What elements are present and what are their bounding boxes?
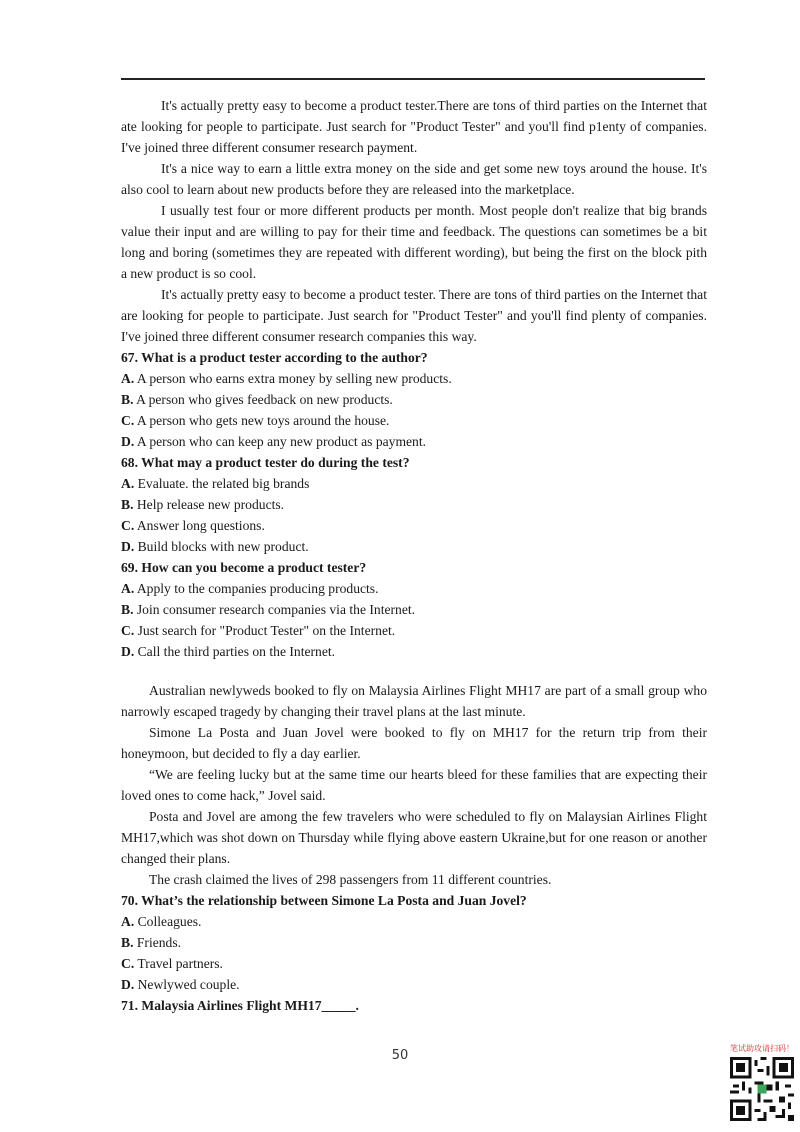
option-letter: C. xyxy=(121,623,135,638)
option-text: Evaluate. the related big brands xyxy=(134,476,310,491)
option-d xyxy=(121,974,707,995)
option-a xyxy=(121,368,707,389)
page-number: 50 xyxy=(391,1048,409,1063)
header-rule xyxy=(121,78,705,80)
option-a xyxy=(121,578,707,599)
option-b xyxy=(121,932,707,953)
qr-code-icon xyxy=(730,1057,794,1121)
option-c xyxy=(121,515,707,536)
question-stem: 67. What is a product tester according to the author? xyxy=(121,350,428,365)
option-letter: A. xyxy=(121,476,135,491)
paragraph: The crash claimed the lives of 298 passengers from 11 different countries. xyxy=(149,872,552,887)
option-letter: A. xyxy=(121,914,135,929)
paragraph: Posta and Jovel are among the few travelers who were scheduled to fly on Malaysian Airlines Flight MH17,which was shot down on Thursday while flying above eastern Ukraine,but for one reason or another changed their plans. xyxy=(121,809,707,866)
option-text: Call the third parties on the Internet. xyxy=(134,644,336,659)
question-69 xyxy=(121,557,707,662)
option-letter: D. xyxy=(121,434,135,449)
option-text: Just search for "Product Tester" on the Internet. xyxy=(134,623,396,638)
option-b xyxy=(121,494,707,515)
question-67 xyxy=(121,347,707,452)
question-70 xyxy=(121,890,707,995)
passage-mh17 xyxy=(121,680,707,890)
option-letter: C. xyxy=(121,413,135,428)
option-letter: D. xyxy=(121,977,135,992)
question-stem: 68. What may a product tester do during the test? xyxy=(121,455,410,470)
paragraph: It's actually pretty easy to become a product tester.There are tons of third parties on the Internet that ate looking for people to participate. Just search for "Product Tester" and you'll find p1enty of companies. I've joined three different consumer research payment. xyxy=(121,98,707,155)
option-letter: B. xyxy=(121,602,134,617)
question-stem: 69. How can you become a product tester? xyxy=(121,560,367,575)
option-text: Answer long questions. xyxy=(134,518,265,533)
option-a xyxy=(121,473,707,494)
option-letter: D. xyxy=(121,644,135,659)
question-stem: 70. What’s the relationship between Simone La Posta and Juan Jovel? xyxy=(121,893,527,908)
option-d xyxy=(121,641,707,662)
option-text: A person who can keep any new product as payment. xyxy=(134,434,427,449)
option-letter: B. xyxy=(121,392,134,407)
option-text: A person who gets new toys around the house. xyxy=(134,413,390,428)
option-letter: C. xyxy=(121,956,135,971)
paragraph: It's a nice way to earn a little extra money on the side and get some new toys around the house. It's also cool to learn about new products before they are released into the marketplace. xyxy=(121,161,707,197)
option-text: Apply to the companies producing products. xyxy=(134,581,379,596)
option-letter: C. xyxy=(121,518,135,533)
option-text: Colleagues. xyxy=(134,914,202,929)
qr-code-block xyxy=(728,1043,800,1126)
paragraph: I usually test four or more different products per month. Most people don't realize that big brands value their input and are willing to pay for their time and feedback. The questions can sometimes be a bit long and boring (sometimes they are repeated with different wording), but being the first on the block pith a new product is so cool. xyxy=(121,203,707,281)
option-c xyxy=(121,953,707,974)
paragraph: Australian newlyweds booked to fly on Malaysia Airlines Flight MH17 are part of a small group who narrowly escaped tragedy by changing their travel plans at the last minute. xyxy=(121,683,707,719)
option-d xyxy=(121,536,707,557)
paragraph: “We are feeling lucky but at the same time our hearts bleed for these families that are expecting their loved ones to come hack,” Jovel said. xyxy=(121,767,707,803)
option-letter: B. xyxy=(121,935,134,950)
option-letter: A. xyxy=(121,581,135,596)
option-letter: D. xyxy=(121,539,135,554)
option-letter: A. xyxy=(121,371,135,386)
paragraph: Simone La Posta and Juan Jovel were booked to fly on MH17 for the return trip from their honeymoon, but decided to fly a day earlier. xyxy=(121,725,707,761)
question-68 xyxy=(121,452,707,557)
passage-product-tester xyxy=(121,95,707,347)
option-text: Travel partners. xyxy=(134,956,223,971)
paragraph: It's actually pretty easy to become a product tester. There are tons of third parties on the Internet that are looking for people to participate. Just search for "Product Tester" and you'll find plenty of companies. I've joined three different consumer research companies this way. xyxy=(121,287,707,344)
option-text: Build blocks with new product. xyxy=(134,539,309,554)
option-letter: B. xyxy=(121,497,134,512)
option-b xyxy=(121,389,707,410)
option-d xyxy=(121,431,707,452)
option-text: A person who gives feedback on new products. xyxy=(133,392,393,407)
qr-caption: 笔试助攻请扫码！ xyxy=(730,1044,794,1053)
option-a xyxy=(121,911,707,932)
page-content xyxy=(121,95,707,1016)
option-text: Friends. xyxy=(133,935,182,950)
option-text: Newlywed couple. xyxy=(134,977,240,992)
option-text: Help release new products. xyxy=(133,497,285,512)
option-text: A person who earns extra money by selling new products. xyxy=(134,371,452,386)
option-text: Join consumer research companies via the Internet. xyxy=(133,602,416,617)
option-c xyxy=(121,410,707,431)
section-gap xyxy=(121,662,707,680)
question-71-stem: 71. Malaysia Airlines Flight MH17_____. xyxy=(121,998,359,1013)
option-b xyxy=(121,599,707,620)
option-c xyxy=(121,620,707,641)
